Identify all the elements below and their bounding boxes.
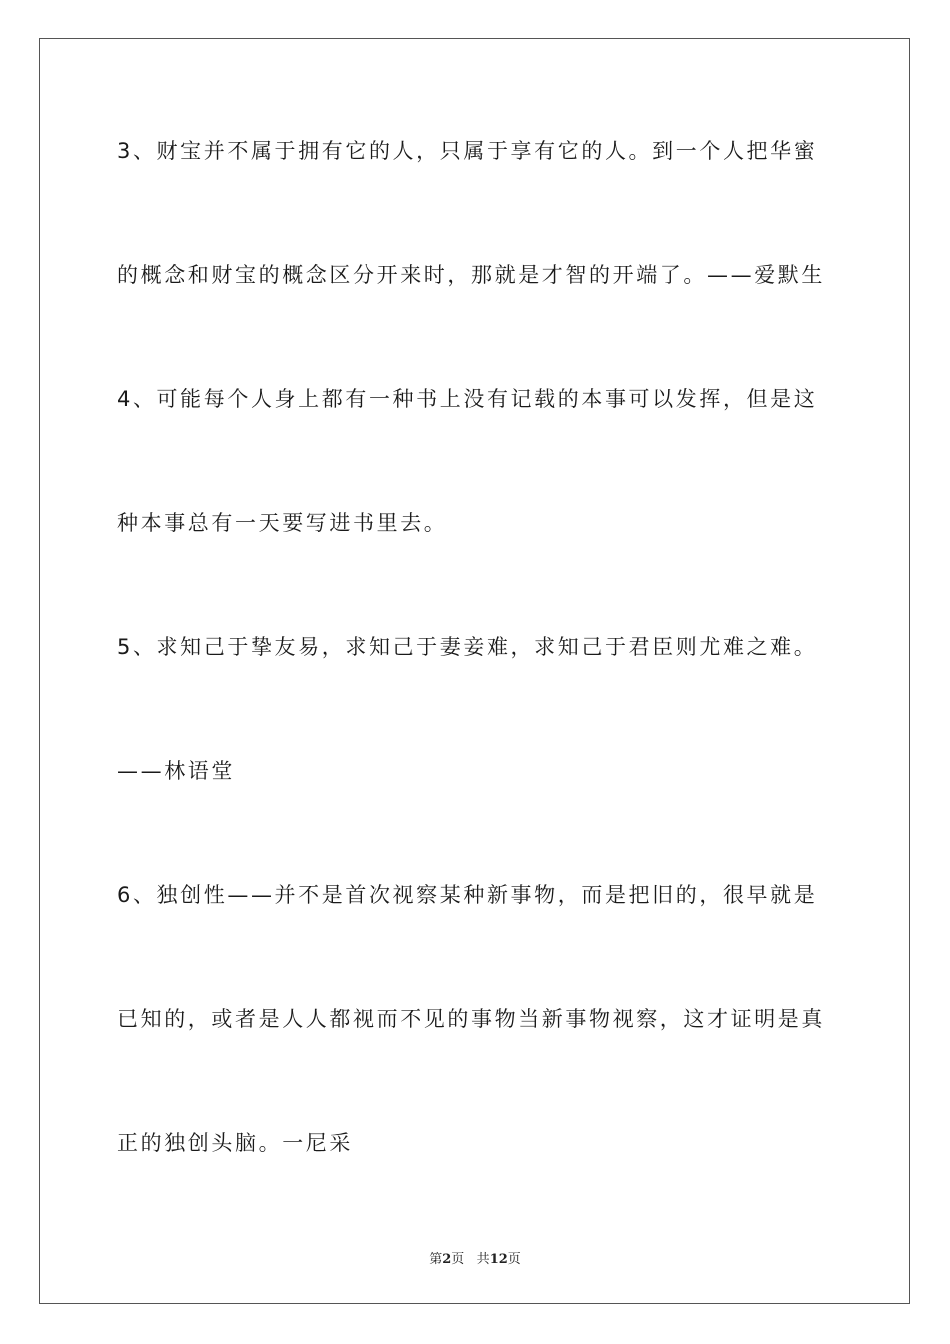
text-line-9: 正的独创头脑。一尼采	[117, 1131, 353, 1155]
page-prefix: 第	[429, 1252, 443, 1267]
page-suffix: 页	[451, 1252, 465, 1267]
text-line-6: ——林语堂	[117, 759, 235, 783]
page-number: 2	[442, 1252, 452, 1267]
text-line-7: 6、独创性——并不是首次视察某种新事物，而是把旧的，很早就是	[117, 883, 818, 907]
text-line-8: 已知的，或者是人人都视而不见的事物当新事物视察，这才证明是真	[117, 1007, 825, 1031]
text-line-3: 4、可能每个人身上都有一种书上没有记载的本事可以发挥，但是这	[117, 387, 818, 411]
page-border	[39, 38, 910, 1304]
total-pages: 12	[489, 1252, 508, 1267]
text-line-2: 的概念和财宝的概念区分开来时，那就是才智的开端了。——爱默生	[117, 263, 825, 287]
text-line-4: 种本事总有一天要写进书里去。	[117, 511, 448, 535]
page-footer	[0, 1248, 950, 1267]
text-line-1: 3、财宝并不属于拥有它的人，只属于享有它的人。到一个人把华蜜	[117, 139, 818, 163]
total-suffix: 页	[507, 1252, 521, 1267]
text-line-5: 5、求知己于挚友易，求知己于妻妾难，求知己于君臣则尤难之难。	[117, 635, 818, 659]
total-prefix: 共	[476, 1252, 490, 1267]
